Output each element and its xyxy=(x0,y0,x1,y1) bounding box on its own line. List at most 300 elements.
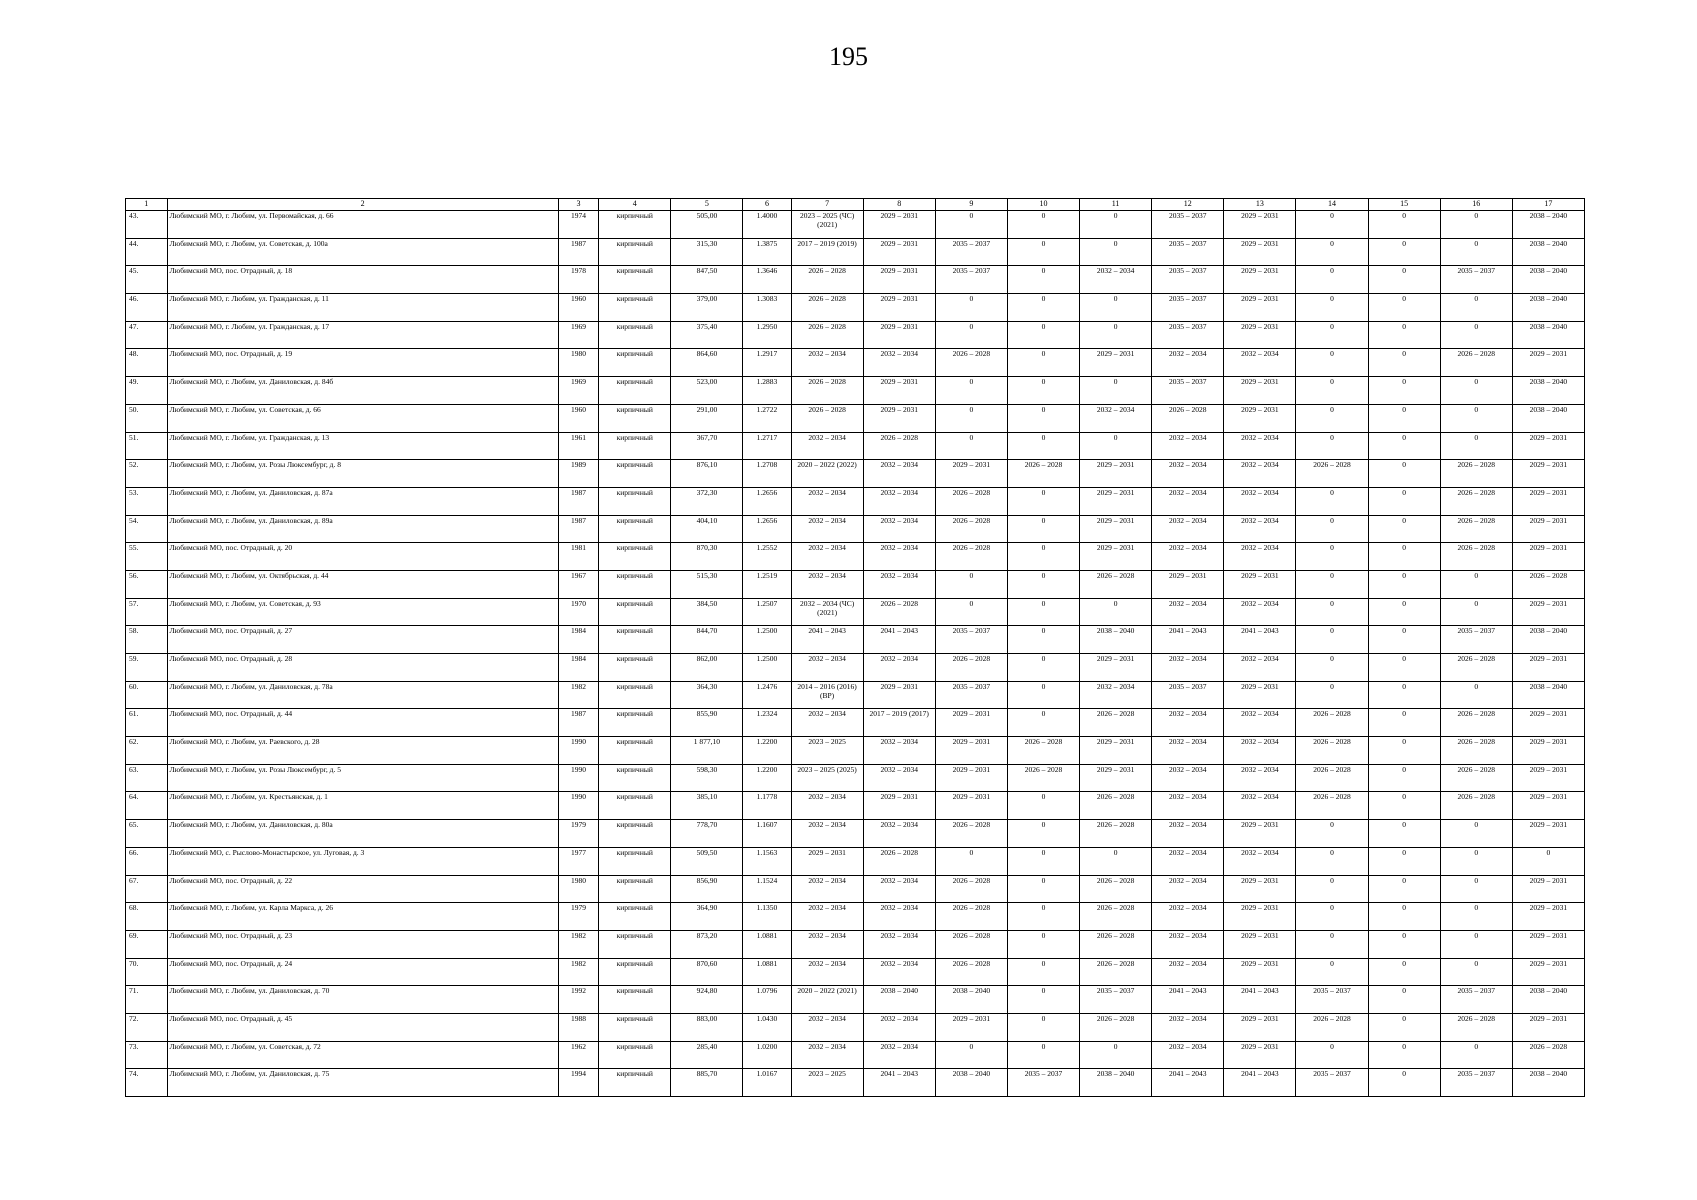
table-cell: 2032 – 2034 xyxy=(791,1041,863,1069)
table-cell: 2032 – 2034 xyxy=(1224,432,1296,460)
table-cell: 2029 – 2031 xyxy=(863,294,935,322)
table-cell: 2032 – 2034 xyxy=(1152,515,1224,543)
table-cell: 0 xyxy=(935,404,1007,432)
table-cell: 0 xyxy=(1296,211,1368,239)
table-row xyxy=(126,681,1585,709)
table-cell: 1.2883 xyxy=(743,377,791,405)
table-cell: 2032 – 2034 xyxy=(791,515,863,543)
column-header: 15 xyxy=(1368,199,1440,211)
table-cell: 0 xyxy=(1296,847,1368,875)
table-cell: 1.2722 xyxy=(743,404,791,432)
page-number: 195 xyxy=(829,42,868,71)
table-cell: 2032 – 2034 xyxy=(1224,709,1296,737)
table-cell: 2038 – 2040 xyxy=(1512,1069,1584,1097)
table-cell: 47. xyxy=(126,321,168,349)
table-cell: 2026 – 2028 xyxy=(1080,570,1152,598)
table-cell: 2032 – 2034 xyxy=(1224,654,1296,682)
table-cell: 69. xyxy=(126,930,168,958)
table-row xyxy=(126,958,1585,986)
table-cell: 2026 – 2028 xyxy=(791,321,863,349)
table-cell: 367,70 xyxy=(671,432,743,460)
table-cell: 924,80 xyxy=(671,986,743,1014)
table-cell: 0 xyxy=(1007,294,1079,322)
table-cell: кирпичный xyxy=(599,432,671,460)
table-cell: 1984 xyxy=(558,626,598,654)
table-cell: 2032 – 2034 xyxy=(791,654,863,682)
table-cell: кирпичный xyxy=(599,709,671,737)
column-header: 7 xyxy=(791,199,863,211)
table-cell: Любимский МО, г. Любим, ул. Даниловская, д. 78а xyxy=(167,681,558,709)
table-cell: 0 xyxy=(1007,570,1079,598)
table-cell: 873,20 xyxy=(671,930,743,958)
table-cell: 67. xyxy=(126,875,168,903)
table-cell: 876,10 xyxy=(671,460,743,488)
table-cell: 0 xyxy=(1368,958,1440,986)
table-cell: 1967 xyxy=(558,570,598,598)
table-cell: 2029 – 2031 xyxy=(863,377,935,405)
table-cell: 50. xyxy=(126,404,168,432)
table-cell: 0 xyxy=(1296,321,1368,349)
table-cell: 0 xyxy=(1368,238,1440,266)
table-cell: 2032 – 2034 xyxy=(1224,515,1296,543)
table-cell: 0 xyxy=(1007,543,1079,571)
table-cell: 0 xyxy=(1440,377,1512,405)
table-cell: 2035 – 2037 xyxy=(1152,377,1224,405)
table-cell: 1.2656 xyxy=(743,515,791,543)
table-cell: 2026 – 2028 xyxy=(935,903,1007,931)
table-row xyxy=(126,460,1585,488)
table-cell: 2035 – 2037 xyxy=(1152,321,1224,349)
table-cell: Любимский МО, пос. Отрадный, д. 45 xyxy=(167,1013,558,1041)
table-cell: 0 xyxy=(1368,654,1440,682)
table-cell: 2029 – 2031 xyxy=(1512,654,1584,682)
table-cell: 62. xyxy=(126,737,168,765)
table-cell: 2029 – 2031 xyxy=(1512,737,1584,765)
table-cell: 1.3875 xyxy=(743,238,791,266)
table-cell: 2032 – 2034 xyxy=(863,820,935,848)
table-cell: кирпичный xyxy=(599,266,671,294)
table-cell: 0 xyxy=(1007,792,1079,820)
table-cell: 1.3646 xyxy=(743,266,791,294)
table-cell: 2038 – 2040 xyxy=(1512,321,1584,349)
table-cell: 2029 – 2031 xyxy=(1512,709,1584,737)
table-cell: 2032 – 2034 xyxy=(1152,847,1224,875)
table-cell: 60. xyxy=(126,681,168,709)
table-cell: 1.1524 xyxy=(743,875,791,903)
table-cell: 2026 – 2028 xyxy=(935,958,1007,986)
table-row xyxy=(126,792,1585,820)
table-cell: 0 xyxy=(1440,598,1512,626)
table-cell: 2032 – 2034 xyxy=(863,930,935,958)
table-row xyxy=(126,432,1585,460)
table-cell: 0 xyxy=(1080,238,1152,266)
table-cell: 2032 – 2034 xyxy=(1224,792,1296,820)
table-cell: 285,40 xyxy=(671,1041,743,1069)
table-cell: 2032 – 2034 xyxy=(863,1013,935,1041)
table-cell: 1979 xyxy=(558,903,598,931)
table-cell: 2029 – 2031 xyxy=(1080,460,1152,488)
table-row xyxy=(126,654,1585,682)
table-cell: 1961 xyxy=(558,432,598,460)
table-row xyxy=(126,847,1585,875)
table-cell: 844,70 xyxy=(671,626,743,654)
table-cell: 2032 – 2034 xyxy=(863,543,935,571)
table-cell: 1.2500 xyxy=(743,626,791,654)
table-cell: 68. xyxy=(126,903,168,931)
table-cell: 1987 xyxy=(558,238,598,266)
table-cell: 2035 – 2037 xyxy=(1152,238,1224,266)
table-row xyxy=(126,543,1585,571)
table-cell: 74. xyxy=(126,1069,168,1097)
table-cell: 2032 – 2034 xyxy=(863,515,935,543)
table-cell: 375,40 xyxy=(671,321,743,349)
table-cell: 2029 – 2031 xyxy=(1512,460,1584,488)
table-row xyxy=(126,764,1585,792)
table-cell: 0 xyxy=(1368,986,1440,1014)
table-cell: 2032 – 2034 xyxy=(1152,792,1224,820)
table-cell: 2029 – 2031 xyxy=(1512,543,1584,571)
table-cell: 2029 – 2031 xyxy=(1224,570,1296,598)
table-cell: кирпичный xyxy=(599,294,671,322)
table-cell: 0 xyxy=(1007,377,1079,405)
table-cell: Любимский МО, г. Любим, ул. Даниловская, д. 80а xyxy=(167,820,558,848)
table-cell: 0 xyxy=(1440,404,1512,432)
table-cell: 2032 – 2034 xyxy=(1152,1013,1224,1041)
table-cell: 0 xyxy=(1368,515,1440,543)
table-row xyxy=(126,570,1585,598)
table-cell: 2041 – 2043 xyxy=(1152,986,1224,1014)
table-cell: 2029 – 2031 xyxy=(863,792,935,820)
table-cell: 64. xyxy=(126,792,168,820)
table-cell: 2023 – 2025 xyxy=(791,737,863,765)
table-cell: 2026 – 2028 xyxy=(1440,515,1512,543)
column-header: 9 xyxy=(935,199,1007,211)
table-cell: Любимский МО, г. Любим, ул. Советская, д. 93 xyxy=(167,598,558,626)
table-cell: 2029 – 2031 xyxy=(1224,681,1296,709)
table-cell: 2029 – 2031 xyxy=(791,847,863,875)
table-cell: 2026 – 2028 xyxy=(1007,460,1079,488)
table-cell: 2017 – 2019 (2019) xyxy=(791,238,863,266)
table-cell: 0 xyxy=(1296,266,1368,294)
table-cell: 505,00 xyxy=(671,211,743,239)
table-cell: 2032 – 2034 xyxy=(1152,1041,1224,1069)
table-cell: 1987 xyxy=(558,709,598,737)
table-cell: кирпичный xyxy=(599,487,671,515)
table-cell: 0 xyxy=(1007,266,1079,294)
table-cell: 2026 – 2028 xyxy=(935,930,1007,958)
table-cell: 2035 – 2037 xyxy=(935,626,1007,654)
table-cell: 0 xyxy=(1368,321,1440,349)
table-cell: 0 xyxy=(1368,930,1440,958)
table-cell: 2041 – 2043 xyxy=(863,1069,935,1097)
table-cell: 2032 – 2034 xyxy=(1152,764,1224,792)
table-cell: кирпичный xyxy=(599,349,671,377)
table-cell: 2029 – 2031 xyxy=(935,709,1007,737)
column-header: 6 xyxy=(743,199,791,211)
table-cell: 0 xyxy=(1296,626,1368,654)
table-cell: 2032 – 2034 xyxy=(791,709,863,737)
table-cell: 2026 – 2028 xyxy=(1440,654,1512,682)
table-cell: 0 xyxy=(1368,764,1440,792)
table-cell: 53. xyxy=(126,487,168,515)
table-row xyxy=(126,820,1585,848)
table-cell: 2035 – 2037 xyxy=(1152,681,1224,709)
table-cell: 2032 – 2034 xyxy=(1152,958,1224,986)
table-cell: 0 xyxy=(1007,875,1079,903)
table-cell: 0 xyxy=(1007,404,1079,432)
table-row xyxy=(126,1041,1585,1069)
table-cell: 0 xyxy=(1368,460,1440,488)
table-cell: 2032 – 2034 xyxy=(1152,875,1224,903)
table-cell: 2017 – 2019 (2017) xyxy=(863,709,935,737)
table-cell: Любимский МО, г. Любим, ул. Розы Люксембург, д. 8 xyxy=(167,460,558,488)
table-cell: Любимский МО, г. Любим, ул. Раевского, д. 28 xyxy=(167,737,558,765)
column-header: 11 xyxy=(1080,199,1152,211)
table-cell: 2038 – 2040 xyxy=(1512,377,1584,405)
table-cell: кирпичный xyxy=(599,930,671,958)
table-row xyxy=(126,875,1585,903)
table-cell: 2026 – 2028 xyxy=(791,377,863,405)
table-cell: кирпичный xyxy=(599,626,671,654)
table-cell: 2029 – 2031 xyxy=(1152,570,1224,598)
table-cell: 1987 xyxy=(558,487,598,515)
table-cell: 2032 – 2034 xyxy=(791,1013,863,1041)
table-cell: 2032 – 2034 xyxy=(1224,598,1296,626)
table-cell: 2026 – 2028 xyxy=(1440,543,1512,571)
table-cell: Любимский МО, пос. Отрадный, д. 20 xyxy=(167,543,558,571)
table-cell: кирпичный xyxy=(599,238,671,266)
table-cell: 2029 – 2031 xyxy=(1224,1013,1296,1041)
table-cell: кирпичный xyxy=(599,460,671,488)
table-cell: 1.2552 xyxy=(743,543,791,571)
table-cell: 2035 – 2037 xyxy=(1152,294,1224,322)
table-cell: 1.0796 xyxy=(743,986,791,1014)
table-cell: 1.1563 xyxy=(743,847,791,875)
table-cell: 0 xyxy=(1296,487,1368,515)
table-cell: 2035 – 2037 xyxy=(935,266,1007,294)
table-cell: 2029 – 2031 xyxy=(935,460,1007,488)
table-cell: 2026 – 2028 xyxy=(863,432,935,460)
table-cell: кирпичный xyxy=(599,598,671,626)
table-cell: Любимский МО, г. Любим, ул. Даниловская, д. 87а xyxy=(167,487,558,515)
table-cell: 0 xyxy=(1368,487,1440,515)
table-cell: 0 xyxy=(935,432,1007,460)
table-cell: 0 xyxy=(1368,626,1440,654)
table-cell: 372,30 xyxy=(671,487,743,515)
table-cell: 2032 – 2034 xyxy=(1224,543,1296,571)
table-cell: 0 xyxy=(1368,404,1440,432)
table-cell: 1980 xyxy=(558,875,598,903)
table-cell: 0 xyxy=(1296,349,1368,377)
table-cell: 2032 – 2034 xyxy=(863,349,935,377)
table-cell: кирпичный xyxy=(599,570,671,598)
table-cell: 0 xyxy=(1296,654,1368,682)
table-cell: 2032 – 2034 xyxy=(1224,349,1296,377)
table-cell: 2032 – 2034 xyxy=(863,570,935,598)
table-cell: 0 xyxy=(935,377,1007,405)
table-cell: 2032 – 2034 xyxy=(791,349,863,377)
table-cell: 57. xyxy=(126,598,168,626)
table-cell: 2032 – 2034 xyxy=(1152,487,1224,515)
table-cell: 0 xyxy=(1368,598,1440,626)
table-cell: 2032 – 2034 xyxy=(863,1041,935,1069)
table-cell: кирпичный xyxy=(599,986,671,1014)
table-cell: 2032 – 2034 xyxy=(863,958,935,986)
table-cell: 1969 xyxy=(558,377,598,405)
table-cell: 2032 – 2034 xyxy=(863,764,935,792)
table-row xyxy=(126,598,1585,626)
table-cell: 2032 – 2034 xyxy=(791,432,863,460)
table-row xyxy=(126,1013,1585,1041)
table-cell: 1992 xyxy=(558,986,598,1014)
table-cell: Любимский МО, г. Любим, ул. Крестьянская, д. 1 xyxy=(167,792,558,820)
table-cell: 0 xyxy=(1512,847,1584,875)
table-row xyxy=(126,737,1585,765)
table-cell: 2026 – 2028 xyxy=(1512,1041,1584,1069)
table-cell: 1.1607 xyxy=(743,820,791,848)
table-cell: 0 xyxy=(1368,1013,1440,1041)
table-cell: 0 xyxy=(1368,377,1440,405)
table-cell: 0 xyxy=(1080,211,1152,239)
table-cell: 2038 – 2040 xyxy=(1512,681,1584,709)
table-cell: 515,30 xyxy=(671,570,743,598)
table-cell: 2032 – 2034 (ЧС) (2021) xyxy=(791,598,863,626)
table-cell: 0 xyxy=(1007,211,1079,239)
table-cell: 1.2656 xyxy=(743,487,791,515)
table-cell: 870,30 xyxy=(671,543,743,571)
table-cell: 2026 – 2028 xyxy=(1440,737,1512,765)
table-cell: 1.0430 xyxy=(743,1013,791,1041)
table-cell: 2029 – 2031 xyxy=(1512,958,1584,986)
table-cell: 864,60 xyxy=(671,349,743,377)
table-cell: 2041 – 2043 xyxy=(1224,626,1296,654)
table-cell: 2026 – 2028 xyxy=(1296,1013,1368,1041)
table-cell: кирпичный xyxy=(599,903,671,931)
table-cell: 2029 – 2031 xyxy=(1512,487,1584,515)
table-cell: 0 xyxy=(1080,294,1152,322)
table-cell: 48. xyxy=(126,349,168,377)
table-cell: 2029 – 2031 xyxy=(863,266,935,294)
table-cell: кирпичный xyxy=(599,820,671,848)
table-cell: 0 xyxy=(1440,847,1512,875)
table-cell: 2029 – 2031 xyxy=(935,792,1007,820)
table-cell: 0 xyxy=(1080,321,1152,349)
table-cell: 2032 – 2034 xyxy=(1080,404,1152,432)
table-cell: 2026 – 2028 xyxy=(935,875,1007,903)
table-cell: 0 xyxy=(1368,875,1440,903)
table-cell: 2029 – 2031 xyxy=(1224,404,1296,432)
column-header: 16 xyxy=(1440,199,1512,211)
table-cell: 2032 – 2034 xyxy=(1080,266,1152,294)
table-cell: 1990 xyxy=(558,764,598,792)
table-cell: 2035 – 2037 xyxy=(1007,1069,1079,1097)
table-cell: 1982 xyxy=(558,681,598,709)
table-cell: 1.2200 xyxy=(743,764,791,792)
table-cell: 2032 – 2034 xyxy=(1224,737,1296,765)
table-cell: 2023 – 2025 (2025) xyxy=(791,764,863,792)
table-cell: 0 xyxy=(1007,654,1079,682)
table-cell: 2029 – 2031 xyxy=(1512,764,1584,792)
table-cell: 2038 – 2040 xyxy=(1512,294,1584,322)
table-cell: 2038 – 2040 xyxy=(1512,986,1584,1014)
table-cell: 2032 – 2034 xyxy=(1152,654,1224,682)
table-cell: 1989 xyxy=(558,460,598,488)
table-cell: 2032 – 2034 xyxy=(791,570,863,598)
table-cell: 2041 – 2043 xyxy=(791,626,863,654)
table-cell: 379,00 xyxy=(671,294,743,322)
table-cell: 1987 xyxy=(558,515,598,543)
table-cell: 71. xyxy=(126,986,168,1014)
table-cell: 0 xyxy=(1007,349,1079,377)
table-cell: 2026 – 2028 xyxy=(935,654,1007,682)
table-cell: 2026 – 2028 xyxy=(863,847,935,875)
table-cell: 2026 – 2028 xyxy=(1440,1013,1512,1041)
table-cell: 2029 – 2031 xyxy=(935,764,1007,792)
table-cell: 2032 – 2034 xyxy=(1152,598,1224,626)
table-cell: 1.2200 xyxy=(743,737,791,765)
table-cell: Любимский МО, г. Любим, ул. Даниловская, д. 84б xyxy=(167,377,558,405)
table-cell: кирпичный xyxy=(599,764,671,792)
table-cell: 2038 – 2040 xyxy=(1512,626,1584,654)
table-cell: кирпичный xyxy=(599,515,671,543)
table-cell: 2029 – 2031 xyxy=(1512,515,1584,543)
table-cell: Любимский МО, г. Любим, ул. Карла Маркса, д. 26 xyxy=(167,903,558,931)
table-cell: 315,30 xyxy=(671,238,743,266)
column-header: 8 xyxy=(863,199,935,211)
table-cell: 0 xyxy=(1368,211,1440,239)
table-cell: Любимский МО, пос. Отрадный, д. 27 xyxy=(167,626,558,654)
table-cell: 2032 – 2034 xyxy=(1152,737,1224,765)
table-cell: 0 xyxy=(1368,266,1440,294)
table-row xyxy=(126,349,1585,377)
table-cell: 1974 xyxy=(558,211,598,239)
table-cell: 0 xyxy=(1007,681,1079,709)
table-cell: 2026 – 2028 xyxy=(935,487,1007,515)
table-cell: 1.2717 xyxy=(743,432,791,460)
table-cell: 2026 – 2028 xyxy=(1440,349,1512,377)
table-cell: 2032 – 2034 xyxy=(791,792,863,820)
table-cell: 0 xyxy=(1007,626,1079,654)
table-cell: 2026 – 2028 xyxy=(1440,709,1512,737)
table-cell: 59. xyxy=(126,654,168,682)
table-cell: 0 xyxy=(1007,487,1079,515)
table-cell: 2029 – 2031 xyxy=(1080,487,1152,515)
table-cell: 1.2708 xyxy=(743,460,791,488)
table-cell: 0 xyxy=(1007,986,1079,1014)
table-cell: 0 xyxy=(1296,238,1368,266)
table-cell: 56. xyxy=(126,570,168,598)
buildings-table xyxy=(125,198,1585,1097)
table-cell: 2032 – 2034 xyxy=(1224,460,1296,488)
table-cell: 847,50 xyxy=(671,266,743,294)
table-cell: 2026 – 2028 xyxy=(1440,792,1512,820)
table-cell: 2026 – 2028 xyxy=(1152,404,1224,432)
table-cell: 0 xyxy=(1296,903,1368,931)
table-cell: 2026 – 2028 xyxy=(1440,764,1512,792)
table-cell: 2029 – 2031 xyxy=(1224,903,1296,931)
table-cell: 0 xyxy=(1296,377,1368,405)
table-cell: 2032 – 2034 xyxy=(1080,681,1152,709)
table-cell: 2020 – 2022 (2022) xyxy=(791,460,863,488)
table-cell: 0 xyxy=(1440,321,1512,349)
table-cell: 2032 – 2034 xyxy=(863,460,935,488)
table-cell: 2032 – 2034 xyxy=(1152,903,1224,931)
table-cell: 0 xyxy=(1007,709,1079,737)
table-cell: 2029 – 2031 xyxy=(1512,930,1584,958)
table-cell: 2032 – 2034 xyxy=(791,543,863,571)
table-cell: Любимский МО, г. Любим, ул. Октябрьская, д. 44 xyxy=(167,570,558,598)
table-cell: Любимский МО, пос. Отрадный, д. 28 xyxy=(167,654,558,682)
